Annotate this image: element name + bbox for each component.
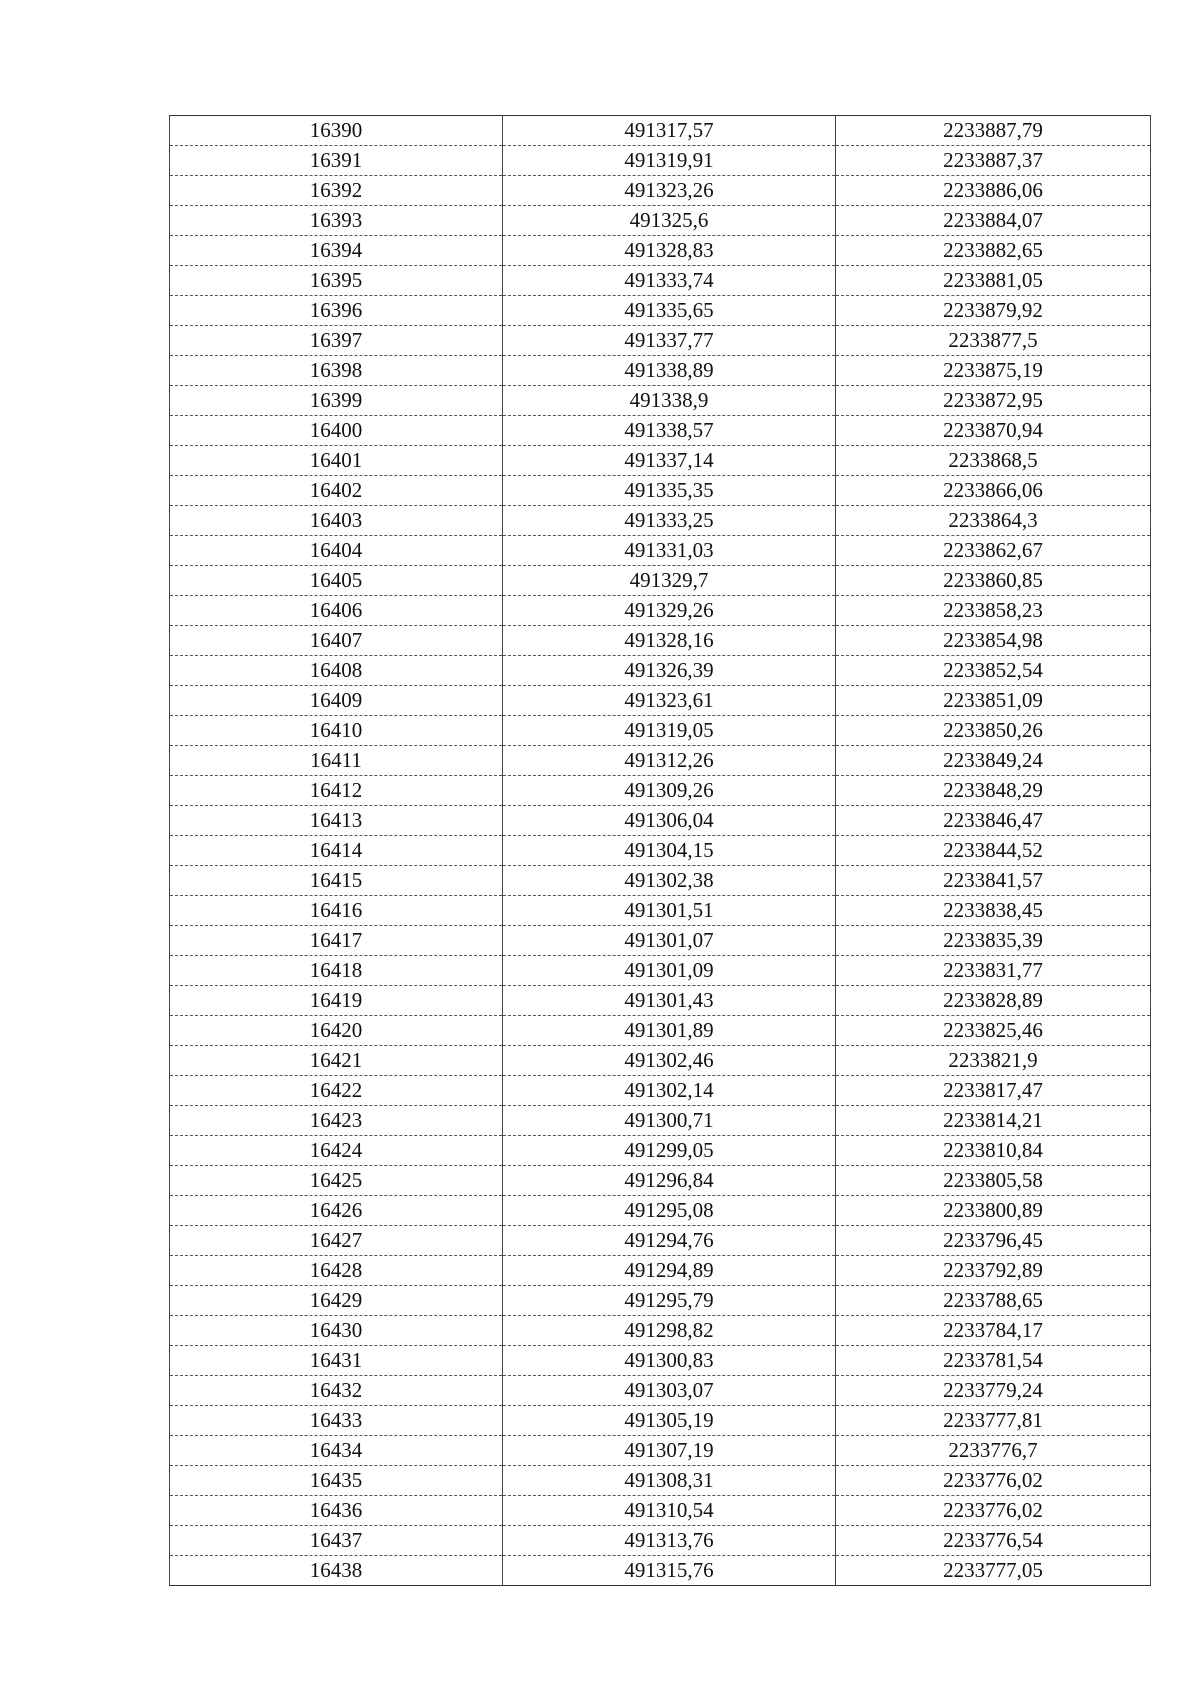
table-row [170,866,1151,896]
x-coordinate-cell: 491294,89 [503,1256,836,1286]
y-coordinate-cell: 2233838,45 [836,896,1151,926]
y-coordinate-cell: 2233776,02 [836,1496,1151,1526]
point-number-cell: 16408 [170,656,503,686]
y-coordinate-cell: 2233805,58 [836,1166,1151,1196]
x-coordinate-cell: 491302,46 [503,1046,836,1076]
x-coordinate-cell: 491305,19 [503,1406,836,1436]
y-coordinate-cell: 2233852,54 [836,656,1151,686]
point-number-cell: 16404 [170,536,503,566]
x-coordinate-cell: 491296,84 [503,1166,836,1196]
table-row [170,926,1151,956]
table-row [170,656,1151,686]
point-number-cell: 16417 [170,926,503,956]
table-row [170,1316,1151,1346]
x-coordinate-cell: 491325,6 [503,206,836,236]
table-row [170,506,1151,536]
y-coordinate-cell: 2233776,02 [836,1466,1151,1496]
y-coordinate-cell: 2233817,47 [836,1076,1151,1106]
table-row [170,1466,1151,1496]
point-number-cell: 16411 [170,746,503,776]
table-row [170,446,1151,476]
point-number-cell: 16418 [170,956,503,986]
x-coordinate-cell: 491317,57 [503,116,836,146]
table-row [170,206,1151,236]
y-coordinate-cell: 2233800,89 [836,1196,1151,1226]
y-coordinate-cell: 2233784,17 [836,1316,1151,1346]
y-coordinate-cell: 2233776,54 [836,1526,1151,1556]
table-row [170,1076,1151,1106]
table-row [170,416,1151,446]
point-number-cell: 16421 [170,1046,503,1076]
x-coordinate-cell: 491298,82 [503,1316,836,1346]
point-number-cell: 16419 [170,986,503,1016]
table-row [170,776,1151,806]
table-row [170,746,1151,776]
point-number-cell: 16407 [170,626,503,656]
x-coordinate-cell: 491333,25 [503,506,836,536]
point-number-cell: 16427 [170,1226,503,1256]
point-number-cell: 16435 [170,1466,503,1496]
y-coordinate-cell: 2233868,5 [836,446,1151,476]
x-coordinate-cell: 491295,08 [503,1196,836,1226]
table-row [170,986,1151,1016]
x-coordinate-cell: 491319,91 [503,146,836,176]
point-number-cell: 16434 [170,1436,503,1466]
y-coordinate-cell: 2233841,57 [836,866,1151,896]
table-row [170,1346,1151,1376]
table-row [170,626,1151,656]
x-coordinate-cell: 491337,14 [503,446,836,476]
x-coordinate-cell: 491309,26 [503,776,836,806]
x-coordinate-cell: 491301,07 [503,926,836,956]
x-coordinate-cell: 491302,14 [503,1076,836,1106]
table-row [170,1196,1151,1226]
y-coordinate-cell: 2233877,5 [836,326,1151,356]
point-number-cell: 16397 [170,326,503,356]
x-coordinate-cell: 491307,19 [503,1436,836,1466]
table-row [170,806,1151,836]
y-coordinate-cell: 2233777,81 [836,1406,1151,1436]
y-coordinate-cell: 2233881,05 [836,266,1151,296]
y-coordinate-cell: 2233828,89 [836,986,1151,1016]
point-number-cell: 16428 [170,1256,503,1286]
y-coordinate-cell: 2233848,29 [836,776,1151,806]
point-number-cell: 16424 [170,1136,503,1166]
table-row [170,1166,1151,1196]
table-row [170,146,1151,176]
y-coordinate-cell: 2233825,46 [836,1016,1151,1046]
table-row [170,1436,1151,1466]
point-number-cell: 16403 [170,506,503,536]
x-coordinate-cell: 491338,57 [503,416,836,446]
y-coordinate-cell: 2233814,21 [836,1106,1151,1136]
point-number-cell: 16394 [170,236,503,266]
x-coordinate-cell: 491335,35 [503,476,836,506]
table-row [170,566,1151,596]
y-coordinate-cell: 2233777,05 [836,1556,1151,1586]
table-row [170,1556,1151,1586]
table-row [170,1256,1151,1286]
x-coordinate-cell: 491295,79 [503,1286,836,1316]
x-coordinate-cell: 491310,54 [503,1496,836,1526]
table-row [170,536,1151,566]
table-row [170,1136,1151,1166]
point-number-cell: 16423 [170,1106,503,1136]
table-row [170,1496,1151,1526]
y-coordinate-cell: 2233882,65 [836,236,1151,266]
x-coordinate-cell: 491328,16 [503,626,836,656]
y-coordinate-cell: 2233858,23 [836,596,1151,626]
table-row [170,356,1151,386]
point-number-cell: 16431 [170,1346,503,1376]
table-row [170,1376,1151,1406]
table-row [170,716,1151,746]
x-coordinate-cell: 491294,76 [503,1226,836,1256]
table-row [170,296,1151,326]
x-coordinate-cell: 491312,26 [503,746,836,776]
point-number-cell: 16436 [170,1496,503,1526]
x-coordinate-cell: 491301,43 [503,986,836,1016]
point-number-cell: 16432 [170,1376,503,1406]
y-coordinate-cell: 2233779,24 [836,1376,1151,1406]
point-number-cell: 16396 [170,296,503,326]
point-number-cell: 16422 [170,1076,503,1106]
y-coordinate-cell: 2233886,06 [836,176,1151,206]
y-coordinate-cell: 2233862,67 [836,536,1151,566]
table-row [170,476,1151,506]
x-coordinate-cell: 491313,76 [503,1526,836,1556]
x-coordinate-cell: 491328,83 [503,236,836,266]
point-number-cell: 16410 [170,716,503,746]
point-number-cell: 16395 [170,266,503,296]
point-number-cell: 16438 [170,1556,503,1586]
point-number-cell: 16413 [170,806,503,836]
table-row [170,326,1151,356]
point-number-cell: 16437 [170,1526,503,1556]
point-number-cell: 16399 [170,386,503,416]
point-number-cell: 16426 [170,1196,503,1226]
x-coordinate-cell: 491303,07 [503,1376,836,1406]
point-number-cell: 16430 [170,1316,503,1346]
y-coordinate-cell: 2233849,24 [836,746,1151,776]
y-coordinate-cell: 2233781,54 [836,1346,1151,1376]
point-number-cell: 16393 [170,206,503,236]
x-coordinate-cell: 491301,51 [503,896,836,926]
point-number-cell: 16406 [170,596,503,626]
table-row [170,236,1151,266]
y-coordinate-cell: 2233872,95 [836,386,1151,416]
x-coordinate-cell: 491304,15 [503,836,836,866]
point-number-cell: 16425 [170,1166,503,1196]
point-number-cell: 16400 [170,416,503,446]
table-row [170,116,1151,146]
y-coordinate-cell: 2233879,92 [836,296,1151,326]
y-coordinate-cell: 2233887,79 [836,116,1151,146]
point-number-cell: 16429 [170,1286,503,1316]
point-number-cell: 16409 [170,686,503,716]
table-row [170,1046,1151,1076]
table-row [170,266,1151,296]
x-coordinate-cell: 491329,26 [503,596,836,626]
y-coordinate-cell: 2233796,45 [836,1226,1151,1256]
x-coordinate-cell: 491329,7 [503,566,836,596]
point-number-cell: 16391 [170,146,503,176]
table-row [170,1286,1151,1316]
x-coordinate-cell: 491323,26 [503,176,836,206]
y-coordinate-cell: 2233875,19 [836,356,1151,386]
y-coordinate-cell: 2233846,47 [836,806,1151,836]
y-coordinate-cell: 2233776,7 [836,1436,1151,1466]
table-row [170,896,1151,926]
x-coordinate-cell: 491301,89 [503,1016,836,1046]
point-number-cell: 16401 [170,446,503,476]
y-coordinate-cell: 2233860,85 [836,566,1151,596]
point-number-cell: 16405 [170,566,503,596]
x-coordinate-cell: 491335,65 [503,296,836,326]
y-coordinate-cell: 2233851,09 [836,686,1151,716]
x-coordinate-cell: 491299,05 [503,1136,836,1166]
point-number-cell: 16398 [170,356,503,386]
x-coordinate-cell: 491306,04 [503,806,836,836]
table-row [170,386,1151,416]
point-number-cell: 16415 [170,866,503,896]
table-row [170,836,1151,866]
x-coordinate-cell: 491331,03 [503,536,836,566]
y-coordinate-cell: 2233792,89 [836,1256,1151,1286]
x-coordinate-cell: 491319,05 [503,716,836,746]
y-coordinate-cell: 2233884,07 [836,206,1151,236]
table-row [170,956,1151,986]
x-coordinate-cell: 491301,09 [503,956,836,986]
point-number-cell: 16392 [170,176,503,206]
y-coordinate-cell: 2233788,65 [836,1286,1151,1316]
y-coordinate-cell: 2233850,26 [836,716,1151,746]
x-coordinate-cell: 491308,31 [503,1466,836,1496]
x-coordinate-cell: 491333,74 [503,266,836,296]
x-coordinate-cell: 491338,89 [503,356,836,386]
y-coordinate-cell: 2233821,9 [836,1046,1151,1076]
y-coordinate-cell: 2233864,3 [836,506,1151,536]
y-coordinate-cell: 2233810,84 [836,1136,1151,1166]
y-coordinate-cell: 2233844,52 [836,836,1151,866]
x-coordinate-cell: 491302,38 [503,866,836,896]
x-coordinate-cell: 491300,83 [503,1346,836,1376]
table-row [170,1106,1151,1136]
x-coordinate-cell: 491326,39 [503,656,836,686]
x-coordinate-cell: 491337,77 [503,326,836,356]
y-coordinate-cell: 2233866,06 [836,476,1151,506]
point-number-cell: 16414 [170,836,503,866]
table-row [170,176,1151,206]
point-number-cell: 16433 [170,1406,503,1436]
x-coordinate-cell: 491338,9 [503,386,836,416]
table-row [170,686,1151,716]
table-row [170,1016,1151,1046]
table-row [170,1406,1151,1436]
point-number-cell: 16390 [170,116,503,146]
x-coordinate-cell: 491315,76 [503,1556,836,1586]
point-number-cell: 16420 [170,1016,503,1046]
point-number-cell: 16416 [170,896,503,926]
y-coordinate-cell: 2233887,37 [836,146,1151,176]
table-row [170,1526,1151,1556]
y-coordinate-cell: 2233870,94 [836,416,1151,446]
x-coordinate-cell: 491323,61 [503,686,836,716]
point-number-cell: 16402 [170,476,503,506]
x-coordinate-cell: 491300,71 [503,1106,836,1136]
y-coordinate-cell: 2233854,98 [836,626,1151,656]
y-coordinate-cell: 2233835,39 [836,926,1151,956]
coordinates-table-body [170,116,1151,1586]
point-number-cell: 16412 [170,776,503,806]
y-coordinate-cell: 2233831,77 [836,956,1151,986]
coordinates-table [169,115,1151,1586]
table-row [170,596,1151,626]
table-row [170,1226,1151,1256]
